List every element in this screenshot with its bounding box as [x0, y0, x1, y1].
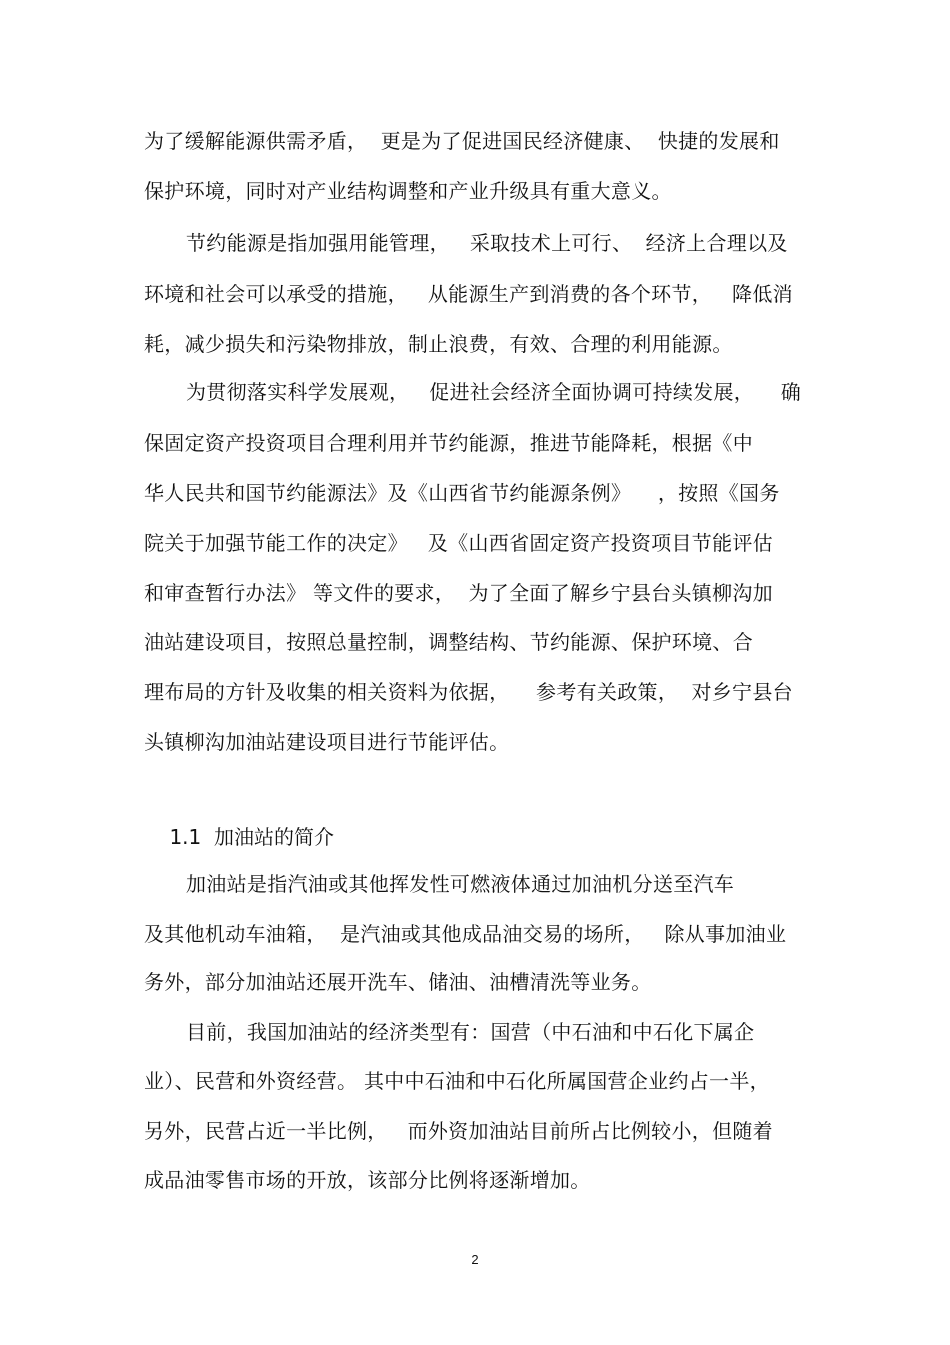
paragraph-line: 环境和社会可以承受的措施， 从能源生产到消费的各个环节， 降低消: [144, 282, 793, 306]
paragraph-line: 及其他机动车油箱， 是汽油或其他成品油交易的场所， 除从事加油业: [144, 922, 787, 946]
paragraph-line: 另外，民营占近一半比例， 而外资加油站目前所占比例较小，但随着: [144, 1119, 773, 1143]
paragraph-line: 目前，我国加油站的经济类型有：国营（中石油和中石化下属企: [186, 1020, 755, 1044]
paragraph-line: 华人民共和国节约能源法》及《山西省节约能源条例》 ，按照《国务: [144, 481, 780, 505]
paragraph-line: 理布局的方针及收集的相关资料为依据， 参考有关政策， 对乡宁县台: [144, 680, 793, 704]
paragraph-line: 加油站是指汽油或其他挥发性可燃液体通过加油机分送至汽车: [186, 872, 735, 896]
paragraph-line: 务外，部分加油站还展开洗车、储油、油槽清洗等业务。: [144, 970, 652, 994]
paragraph-line: 业）、民营和外资经营。 其中中石油和中石化所属国营企业约占一半，: [144, 1069, 770, 1093]
section-heading: [144, 798, 334, 876]
paragraph-line: 耗，减少损失和污染物排放，制止浪费，有效、合理的利用能源。: [144, 332, 733, 356]
paragraph-line: 院关于加强节能工作的决定》 及《山西省固定资产投资项目节能评估: [144, 531, 773, 555]
paragraph-line: 头镇柳沟加油站建设项目进行节能评估。: [144, 730, 510, 754]
paragraph-line: 保护环境，同时对产业结构调整和产业升级具有重大意义。: [144, 179, 672, 203]
paragraph-line: 为了缓解能源供需矛盾， 更是为了促进国民经济健康、 快捷的发展和: [144, 129, 780, 153]
page-number: 2: [471, 1252, 479, 1267]
paragraph-line: 保固定资产投资项目合理利用并节约能源，推进节能降耗，根据《中: [144, 431, 753, 455]
paragraph-line: 节约能源是指加强用能管理， 采取技术上可行、 经济上合理以及: [186, 231, 788, 255]
paragraph-line: 成品油零售市场的开放，该部分比例将逐渐增加。: [144, 1168, 591, 1192]
paragraph-line: 为贯彻落实科学发展观， 促进社会经济全面协调可持续发展， 确: [186, 380, 802, 404]
section-number: 1.1: [169, 825, 202, 849]
paragraph-line: 油站建设项目，按照总量控制，调整结构、节约能源、保护环境、合: [144, 630, 753, 654]
paragraph-line: 和审查暂行办法》 等文件的要求， 为了全面了解乡宁县台头镇柳沟加: [144, 581, 773, 605]
section-title: 加油站的简介: [213, 825, 334, 849]
